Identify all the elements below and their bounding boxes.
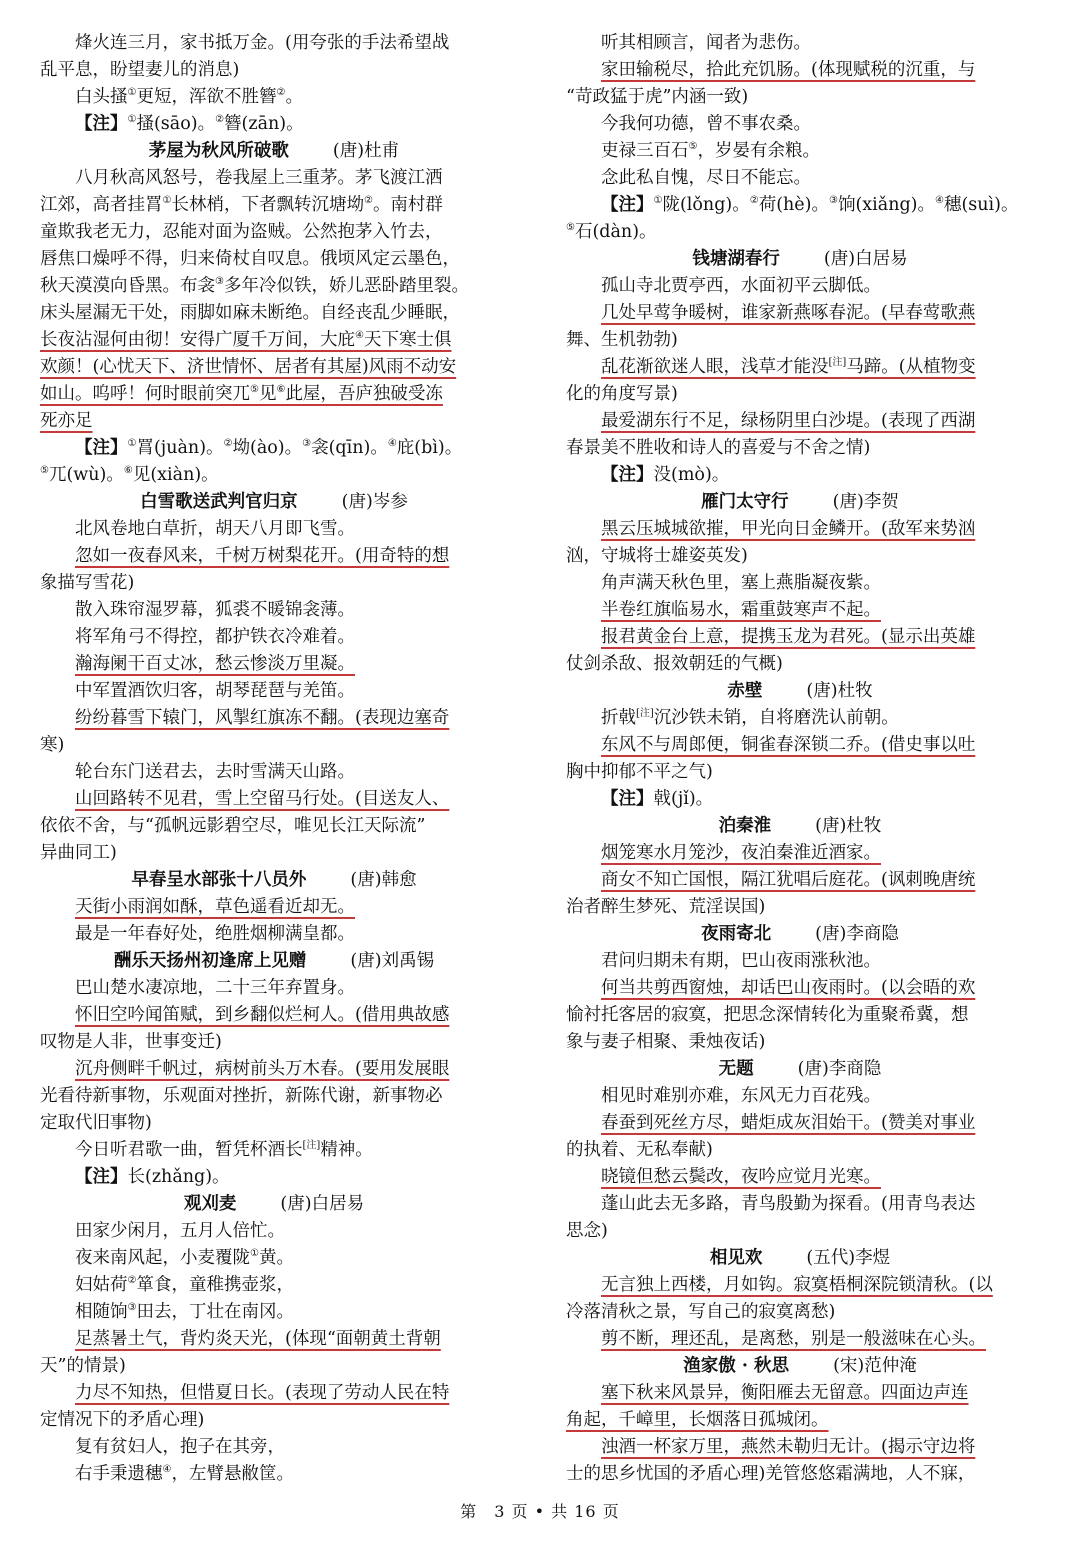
text-line	[40, 1029, 508, 1056]
line-text: 唇焦口燥呼不得，归来倚杖自叹息。俄顷风定云墨色，	[40, 249, 460, 269]
text-line	[566, 57, 1034, 84]
poem-name: 渔家傲 · 秋思	[683, 1356, 790, 1376]
line-text: 孤山寺北贾亭西，水面初平云脚低。	[601, 276, 881, 296]
text-line	[40, 192, 508, 219]
line-text: 复有贫妇人，抱子在其旁，	[75, 1437, 285, 1457]
note-label: 【注】	[75, 438, 128, 458]
text-line	[40, 597, 508, 624]
line-text: 定情况下的矛盾心理)	[40, 1410, 205, 1430]
underlined-text: 东风不与周郎便，铜雀春深锁二乔。(借史事以吐	[601, 735, 976, 755]
text-line	[40, 84, 508, 111]
poem-author: (唐)韩愈	[350, 870, 417, 890]
poem-author: (唐)李商隐	[797, 1059, 882, 1079]
text-line	[40, 1461, 508, 1488]
note-label: 【注】	[75, 1167, 128, 1187]
line-text: 听其相顾言，闻者为悲伤。	[601, 33, 811, 53]
line-text: 【注】没(mò)。	[601, 465, 730, 485]
poem-author: (唐)岑参	[341, 492, 408, 512]
underlined-text: 山回路转不见君，雪上空留马行处。(目送友人、	[75, 789, 450, 809]
text-line	[566, 1218, 1034, 1245]
line-text: 春景美不胜收和诗人的喜爱与不舍之情)	[566, 438, 871, 458]
text-line	[40, 1272, 508, 1299]
text-line	[566, 1407, 1034, 1434]
underlined-text: 春蚕到死丝方尽，蜡炬成灰泪始干。(赞美对事业	[601, 1113, 976, 1133]
text-line	[40, 921, 508, 948]
poem-title	[566, 678, 1034, 705]
poem-title	[40, 138, 508, 165]
text-line	[566, 1272, 1034, 1299]
poem-title	[566, 1056, 1034, 1083]
underlined-text: 黑云压城城欲摧，甲光向日金鳞开。(敌军来势汹	[601, 519, 976, 539]
poem-title	[40, 489, 508, 516]
text-line	[566, 1083, 1034, 1110]
line-text: 蓬山此去无多路，青鸟殷勤为探看。(用青鸟表达	[601, 1194, 976, 1214]
line-text: 象描写雪花)	[40, 573, 135, 593]
text-line	[566, 1299, 1034, 1326]
text-line	[40, 1326, 508, 1353]
text-line	[40, 1380, 508, 1407]
text-line	[40, 408, 508, 435]
note-label: 【注】	[601, 195, 654, 215]
text-line	[40, 1110, 508, 1137]
text-line	[566, 1137, 1034, 1164]
poem-name: 茅屋为秋风所破歌	[148, 141, 289, 161]
annotation-line	[566, 462, 1034, 489]
line-text: 今我何功德，曾不事农桑。	[601, 114, 811, 134]
text-line	[40, 1434, 508, 1461]
line-text: 夜来南风起，小麦覆陇①黄。	[75, 1248, 294, 1268]
text-line	[40, 354, 508, 381]
text-line	[40, 1407, 508, 1434]
line-text: 冷落清秋之景，写自己的寂寞离愁)	[566, 1302, 836, 1322]
note-label: 【注】	[601, 465, 654, 485]
line-text: 轮台东门送君去，去时雪满天山路。	[75, 762, 355, 782]
text-line	[566, 948, 1034, 975]
line-text: 角声满天秋色里，塞上燕脂凝夜紫。	[601, 573, 881, 593]
underlined-text: 瀚海阑干百丈冰，愁云惨淡万里凝。	[75, 654, 355, 674]
text-line	[566, 381, 1034, 408]
underlined-text: 足蒸暑土气，背灼炎天光，(体现“面朝黄土背朝	[75, 1329, 441, 1349]
poem-name: 早春呈水部张十八员外	[131, 870, 307, 890]
text-line	[566, 408, 1034, 435]
line-text: 巴山楚水凄凉地，二十三年弃置身。	[75, 978, 355, 998]
line-text: 化的角度写景)	[566, 384, 678, 404]
underlined-text: 最爱湖东行不足，绿杨阴里白沙堤。(表现了西湖	[601, 411, 976, 431]
text-line	[40, 246, 508, 273]
text-line	[40, 516, 508, 543]
text-line	[566, 273, 1034, 300]
text-line	[40, 732, 508, 759]
text-line	[566, 435, 1034, 462]
text-line	[566, 138, 1034, 165]
line-text: 念此私自愧，尽日不能忘。	[601, 168, 811, 188]
line-text: 【注】①罥(juàn)。②坳(ào)。③衾(qīn)。④庇(bì)。	[75, 438, 463, 458]
text-line	[566, 1461, 1034, 1488]
poem-author: (唐)李贺	[832, 492, 899, 512]
poem-title	[40, 948, 508, 975]
underlined-text: 剪不断，理还乱，是离愁，别是一般滋味在心头。	[601, 1329, 986, 1349]
underlined-text: 塞下秋来风景异，衡阳雁去无留意。四面边声连	[601, 1383, 969, 1403]
line-text: 八月秋高风怒号，卷我屋上三重茅。茅飞渡江洒	[75, 168, 443, 188]
underlined-text: 忽如一夜春风来，千树万树梨花开。(用奇特的想	[75, 546, 450, 566]
text-line	[566, 1029, 1034, 1056]
poem-name: 泊秦淮	[718, 816, 772, 836]
annotation-line	[566, 786, 1034, 813]
underlined-text: 纷纷暮雪下辕门，风掣红旗冻不翻。(表现边塞奇	[75, 708, 450, 728]
annotation-line	[566, 192, 1034, 219]
text-line	[40, 543, 508, 570]
line-text: 乱平息，盼望妻儿的消息)	[40, 60, 240, 80]
text-line	[40, 57, 508, 84]
poem-name: 无题	[718, 1059, 754, 1079]
underlined-text: 烟笼寒水月笼沙，夜泊秦淮近酒家。	[601, 843, 881, 863]
poem-name: 赤壁	[727, 681, 763, 701]
text-line	[566, 165, 1034, 192]
annotation-line	[40, 111, 508, 138]
poem-author: (唐)杜牧	[806, 681, 873, 701]
underlined-text: 沉舟侧畔千帆过，病树前头万木春。(要用发展眼	[75, 1059, 450, 1079]
text-line	[40, 1299, 508, 1326]
poem-author: (五代)李煜	[806, 1248, 891, 1268]
poem-author: (唐)白居易	[280, 1194, 365, 1214]
text-line	[40, 1245, 508, 1272]
line-text: 相见时难别亦难，东风无力百花残。	[601, 1086, 881, 1106]
poem-author: (唐)杜牧	[815, 816, 882, 836]
poem-title	[40, 867, 508, 894]
underlined-text: 角起，千嶂里，长烟落日孤城闭。	[566, 1410, 829, 1430]
text-line	[566, 975, 1034, 1002]
poem-name: 相见欢	[709, 1248, 763, 1268]
poem-name: 观刈麦	[183, 1194, 237, 1214]
text-line	[40, 300, 508, 327]
line-text: 君问归期未有期，巴山夜雨涨秋池。	[601, 951, 881, 971]
line-text: 定取代旧事物)	[40, 1113, 152, 1133]
underlined-text: 何当共剪西窗烛，却话巴山夜雨时。(以会晤的欢	[601, 978, 976, 998]
text-line	[566, 543, 1034, 570]
line-text: 寒)	[40, 735, 65, 755]
poem-name: 钱塘湖春行	[692, 249, 780, 269]
poem-title	[566, 246, 1034, 273]
text-line	[40, 570, 508, 597]
line-text: 妇姑荷②箪食，童稚携壶浆，	[75, 1275, 294, 1295]
line-text: 仗剑杀敌、报效朝廷的气概)	[566, 654, 783, 674]
poem-title	[40, 1191, 508, 1218]
line-text: 【注】长(zhǎng)。	[75, 1167, 230, 1187]
poem-author: (唐)李商隐	[815, 924, 899, 944]
poem-name: 夜雨寄北	[701, 924, 772, 944]
text-line	[40, 840, 508, 867]
text-line	[40, 705, 508, 732]
line-text: 治者醉生梦死、荒淫误国)	[566, 897, 766, 917]
text-line	[566, 1191, 1034, 1218]
text-line	[40, 786, 508, 813]
poem-name: 酬乐天扬州初逢席上见赠	[113, 951, 307, 971]
underlined-text: 几处早莺争暖树，谁家新燕啄春泥。(早春莺歌燕	[601, 303, 976, 323]
text-line	[566, 867, 1034, 894]
text-line	[566, 30, 1034, 57]
text-line	[566, 732, 1034, 759]
line-text: 折戟[注]沉沙铁未销，自将磨洗认前朝。	[601, 708, 899, 728]
poem-name: 白雪歌送武判官归京	[140, 492, 298, 512]
text-line	[40, 327, 508, 354]
text-line	[40, 165, 508, 192]
line-text: 的执着、无私奉献)	[566, 1140, 713, 1160]
text-line	[40, 1137, 508, 1164]
underlined-text: 如山。呜呼！何时眼前突兀⑤见⑥此屋，吾庐独破受冻	[40, 384, 443, 404]
underlined-text: 死亦足	[40, 411, 93, 431]
text-line	[40, 678, 508, 705]
line-text: 天”的情景)	[40, 1356, 126, 1376]
poem-title	[566, 489, 1034, 516]
line-text: 异曲同工)	[40, 843, 117, 863]
underlined-text: 天街小雨润如酥，草色遥看近却无。	[75, 897, 355, 917]
line-text: 象与妻子相聚、秉烛夜话)	[566, 1032, 766, 1052]
line-text: 【注】①搔(sāo)。②簪(zān)。	[75, 114, 304, 134]
underlined-text: 半卷红旗临易水，霜重鼓寒声不起。	[601, 600, 881, 620]
line-text: 右手秉遗穗④，左臂悬敝筐。	[75, 1464, 294, 1484]
text-line	[566, 300, 1034, 327]
text-line	[40, 624, 508, 651]
text-line	[566, 1164, 1034, 1191]
line-text: 江郊，高者挂罥①长林梢，下者飘转沉塘坳②。南村群	[40, 195, 443, 215]
text-line	[566, 516, 1034, 543]
poem-author: (唐)刘禹锡	[350, 951, 435, 971]
underlined-text: 长夜沾湿何由彻！安得广厦千万间，大庇④天下寒士俱	[40, 330, 452, 350]
line-text: 床头屋漏无干处，雨脚如麻未断绝。自经丧乱少睡眠，	[40, 303, 460, 323]
poem-author: (唐)杜甫	[332, 141, 400, 161]
line-text: 光看待新事物，乐观面对挫折，新陈代谢，新事物必	[40, 1086, 443, 1106]
text-line	[40, 219, 508, 246]
line-text: 相随饷③田去，丁壮在南冈。	[75, 1302, 294, 1322]
annotation-line	[40, 435, 508, 462]
underlined-text: 乱花渐欲迷人眼，浅草才能没[注]马蹄。(从植物变	[601, 357, 976, 377]
underlined-text: 无言独上西楼，月如钩。寂寞梧桐深院锁清秋。(以	[601, 1275, 993, 1295]
line-text: 舞、生机勃勃)	[566, 330, 678, 350]
underlined-text: 怀旧空吟闻笛赋，到乡翻似烂柯人。(借用典故感	[75, 1005, 450, 1025]
text-line	[566, 84, 1034, 111]
poem-title	[566, 1245, 1034, 1272]
page-footer: 第 3 页 • 共 16 页	[460, 1502, 620, 1521]
underlined-text: 力尽不知热，但惜夏日长。(表现了劳动人民在特	[75, 1383, 450, 1403]
line-text: 吏禄三百石⑤，岁晏有余粮。	[601, 141, 820, 161]
line-text: 愉衬托客居的寂寞，把思念深情转化为重聚希冀，想	[566, 1005, 969, 1025]
text-line	[566, 1002, 1034, 1029]
text-line	[566, 894, 1034, 921]
text-line	[40, 30, 508, 57]
left-column	[40, 30, 508, 1488]
line-text: ⑤兀(wù)。⑥见(xiàn)。	[40, 465, 219, 485]
line-text: 秋天漠漠向昏黑。布衾③多年冷似铁，娇儿恶卧踏里裂。	[40, 276, 469, 296]
text-line	[566, 840, 1034, 867]
text-line	[566, 570, 1034, 597]
text-line	[566, 624, 1034, 651]
text-line	[566, 651, 1034, 678]
line-text: 汹，守城将士雄姿英发)	[566, 546, 748, 566]
line-text: 最是一年春好处，绝胜烟柳满皇都。	[75, 924, 355, 944]
right-column	[566, 30, 1034, 1488]
poem-title	[566, 813, 1034, 840]
line-text: 胸中抑郁不平之气)	[566, 762, 713, 782]
text-line	[40, 975, 508, 1002]
text-line	[566, 219, 1034, 246]
line-text: 士的思乡忧国的矛盾心理)羌管悠悠霜满地，人不寐，	[566, 1464, 976, 1484]
line-text: 烽火连三月，家书抵万金。(用夸张的手法希望战	[75, 33, 450, 53]
text-line	[40, 1083, 508, 1110]
text-line	[566, 1380, 1034, 1407]
text-line	[566, 705, 1034, 732]
line-text: 田家少闲月，五月人倍忙。	[75, 1221, 285, 1241]
line-text: ⑤石(dàn)。	[566, 222, 657, 242]
line-text: 思念)	[566, 1221, 608, 1241]
text-line	[566, 1110, 1034, 1137]
text-line	[40, 462, 508, 489]
line-text: “苛政猛于虎”内涵一致)	[566, 87, 749, 107]
text-line	[40, 813, 508, 840]
underlined-text: 欢颜！(心忧天下、济世情怀、居者有其屋)风雨不动安	[40, 357, 457, 377]
text-line	[566, 354, 1034, 381]
line-text: 中军置酒饮归客，胡琴琵琶与羌笛。	[75, 681, 355, 701]
line-text: 北风卷地白草折，胡天八月即飞雪。	[75, 519, 355, 539]
note-label: 【注】	[601, 789, 654, 809]
text-line	[40, 1056, 508, 1083]
text-line	[566, 1434, 1034, 1461]
underlined-text: 商女不知亡国恨，隔江犹唱后庭花。(讽刺晚唐统	[601, 870, 976, 890]
line-text: 今日听君歌一曲，暂凭杯酒长[注]精神。	[75, 1140, 373, 1160]
poem-title	[566, 1353, 1034, 1380]
underlined-text: 报君黄金台上意，提携玉龙为君死。(显示出英雄	[601, 627, 976, 647]
line-text: 叹物是人非，世事变迁)	[40, 1032, 222, 1052]
text-line	[40, 1218, 508, 1245]
underlined-text: 家田输税尽，拾此充饥肠。(体现赋税的沉重，与	[601, 60, 976, 80]
text-line	[566, 327, 1034, 354]
poem-name: 雁门太守行	[701, 492, 789, 512]
line-text: 白头搔①更短，浑欲不胜簪②。	[75, 87, 303, 107]
text-line	[566, 111, 1034, 138]
underlined-text: 浊酒一杯家万里，燕然未勒归无计。(揭示守边将	[601, 1437, 976, 1457]
poem-author: (宋)范仲淹	[833, 1356, 917, 1376]
text-line	[40, 894, 508, 921]
text-line	[40, 759, 508, 786]
text-line	[566, 1326, 1034, 1353]
note-label: 【注】	[75, 114, 128, 134]
text-line	[40, 381, 508, 408]
text-line	[566, 759, 1034, 786]
line-text: 将军角弓不得控，都护铁衣冷难着。	[75, 627, 355, 647]
text-line	[40, 1353, 508, 1380]
text-line	[40, 273, 508, 300]
text-line	[40, 1002, 508, 1029]
text-line	[40, 651, 508, 678]
line-text: 童欺我老无力，忍能对面为盗贼。公然抱茅入竹去，	[40, 222, 443, 242]
text-line	[566, 597, 1034, 624]
line-text: 散入珠帘湿罗幕，狐裘不暖锦衾薄。	[75, 600, 355, 620]
line-text: 【注】戟(jǐ)。	[601, 789, 714, 809]
annotation-line	[40, 1164, 508, 1191]
line-text: 【注】①陇(lǒng)。②荷(hè)。③饷(xiǎng)。④穗(suì)。	[601, 195, 1019, 215]
line-text: 依依不舍，与“孤帆远影碧空尽，唯见长江天际流”	[40, 816, 426, 836]
poem-author: (唐)白居易	[823, 249, 908, 269]
poem-title	[566, 921, 1034, 948]
underlined-text: 晓镜但愁云鬓改，夜吟应觉月光寒。	[601, 1167, 881, 1187]
